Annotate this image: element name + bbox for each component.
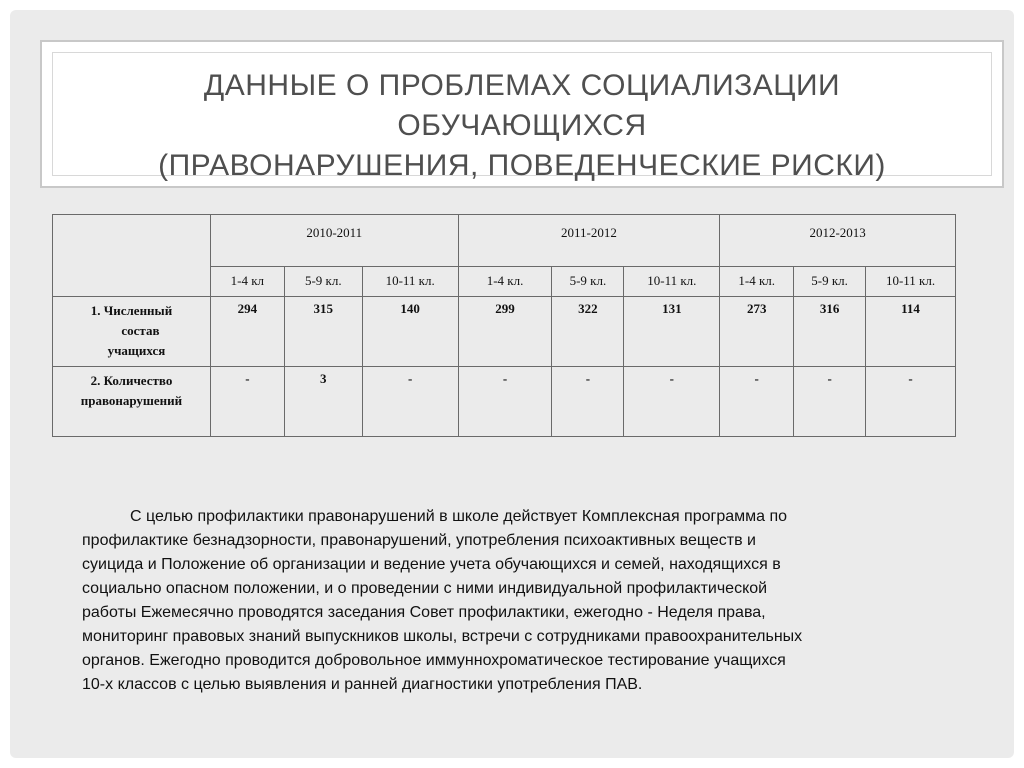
table-cell: 315 <box>284 297 362 367</box>
paragraph-line: профилактике безнадзорности, правонарушений, употребления психоактивных веществ и <box>82 532 756 549</box>
row-label <box>53 297 211 367</box>
row-label-line: 1. Численный <box>90 303 173 318</box>
grade-header: 1-4 кл. <box>458 267 552 297</box>
table-cell: 140 <box>362 297 458 367</box>
table-cell: - <box>794 367 866 437</box>
title-line-3: (ПРАВОНАРУШЕНИЯ, ПОВЕДЕНЧЕСКИЕ РИСКИ) <box>158 149 886 182</box>
paragraph-line: работы Ежемесячно проводятся заседания Совет профилактики, ежегодно - Неделя права, <box>82 604 766 621</box>
table-cell: 3 <box>284 367 362 437</box>
table-cell: - <box>362 367 458 437</box>
row-label <box>53 367 211 437</box>
row-label-line: правонарушений <box>80 393 183 408</box>
grade-header: 5-9 кл. <box>794 267 866 297</box>
table-cell: - <box>458 367 552 437</box>
slide-title <box>42 66 1002 186</box>
table-cell: - <box>624 367 720 437</box>
title-line-2: ОБУЧАЮЩИХСЯ <box>397 109 647 142</box>
paragraph-line: 10-х классов с целью выявления и ранней диагностики употребления ПАВ. <box>82 676 643 693</box>
grade-header: 1-4 кл <box>210 267 284 297</box>
table-cell: 114 <box>866 297 956 367</box>
grade-header: 5-9 кл. <box>552 267 624 297</box>
paragraph-line: социально опасном положении, и о проведении с ними индивидуальной профилактической <box>82 580 768 597</box>
year-header: 2012-2013 <box>720 215 956 267</box>
description-paragraph <box>82 505 982 697</box>
table-row <box>53 297 956 367</box>
year-header: 2011-2012 <box>458 215 720 267</box>
table-cell: - <box>210 367 284 437</box>
paragraph-line: мониторинг правовых знаний выпускников школы, встречи с сотрудниками правоохранительных <box>82 628 803 645</box>
grade-header: 10-11 кл. <box>866 267 956 297</box>
table-cell: 131 <box>624 297 720 367</box>
row-label-line: учащихся <box>107 343 166 358</box>
table-cell: - <box>720 367 794 437</box>
table-cell: - <box>866 367 956 437</box>
row-label-line: состав <box>121 323 160 338</box>
table-cell: - <box>552 367 624 437</box>
year-header: 2010-2011 <box>210 215 458 267</box>
year-header-row <box>53 215 956 267</box>
statistics-table <box>52 214 956 437</box>
grade-header: 10-11 кл. <box>362 267 458 297</box>
table-cell: 294 <box>210 297 284 367</box>
table-cell: 316 <box>794 297 866 367</box>
paragraph-line: С целью профилактики правонарушений в школе действует Комплексная программа по <box>130 508 788 525</box>
title-line-1: ДАННЫЕ О ПРОБЛЕМАХ СОЦИАЛИЗАЦИИ <box>203 69 841 102</box>
table-cell: 299 <box>458 297 552 367</box>
paragraph-line: органов. Ежегодно проводится добровольное иммуннохроматическое тестирование учащихся <box>82 652 786 669</box>
row-label-line: 2. Количество <box>90 373 173 388</box>
paragraph-line: суицида и Положение об организации и ведение учета обучающихся и семей, находящихся в <box>82 556 781 573</box>
table-row <box>53 367 956 437</box>
grade-header: 5-9 кл. <box>284 267 362 297</box>
grade-header: 1-4 кл. <box>720 267 794 297</box>
grade-header: 10-11 кл. <box>624 267 720 297</box>
title-box <box>40 40 1004 188</box>
table-cell: 273 <box>720 297 794 367</box>
corner-cell <box>53 215 211 297</box>
table-cell: 322 <box>552 297 624 367</box>
